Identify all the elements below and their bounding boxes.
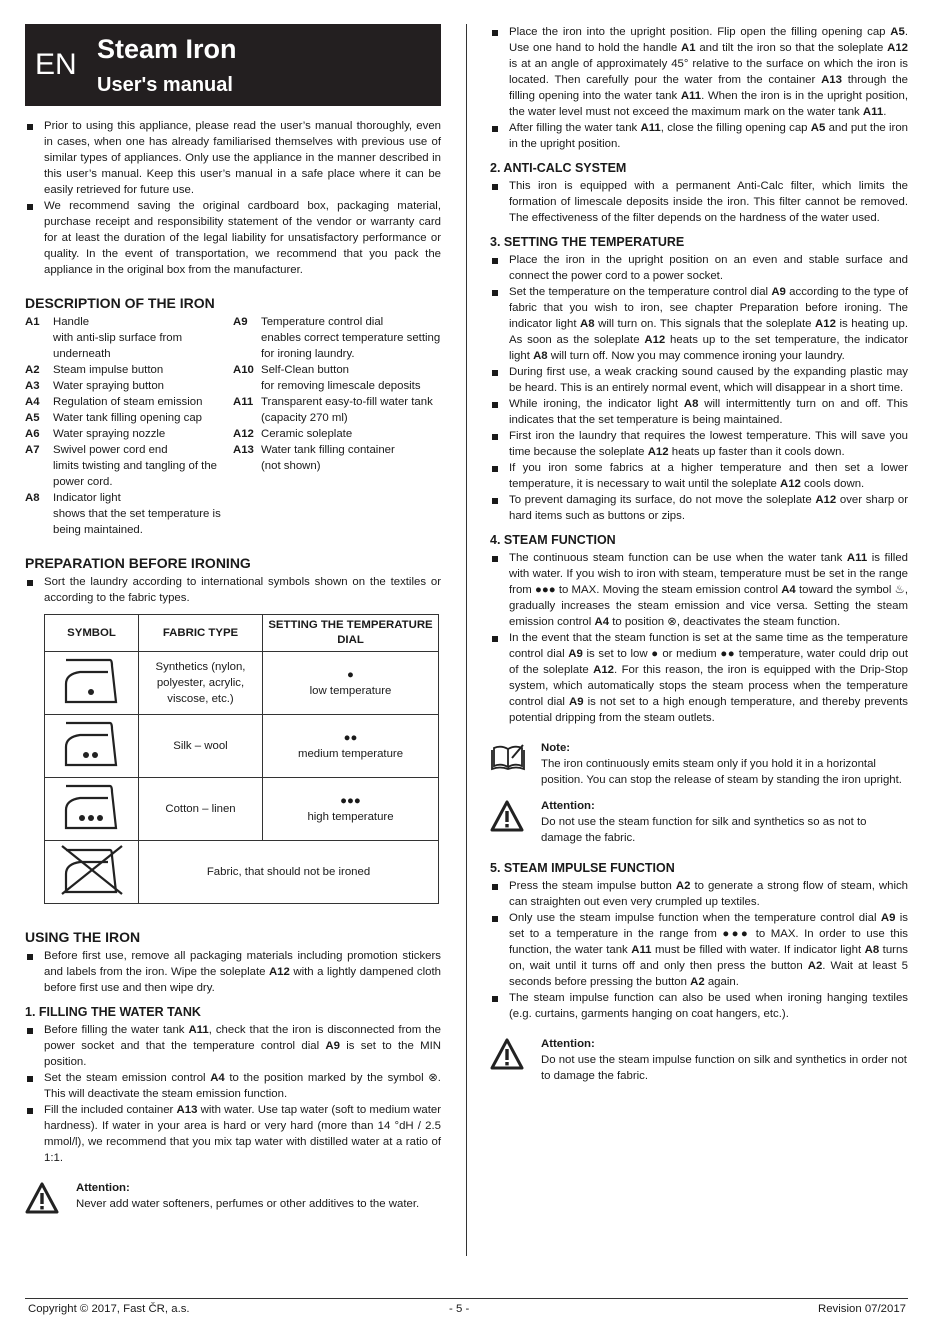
filling-list	[25, 1022, 441, 1166]
part-item	[233, 362, 441, 394]
list-item: The continuous steam function can be use when the water tank A11 is filled with water. If you wish to iron with steam, temperature must be set in the range from ●●● to MAX. Moving the steam emission control A4 toward the symbol ♨, gradually increases the steam emission and vice versa. Setting the steam emission control A4 to position ⊗, deactivates the steam function.	[490, 550, 908, 630]
part-code: A9	[233, 316, 248, 328]
list-item: During first use, a weak cracking sound caused by the expanding plastic may be heard. This is an entirely normal event, which will disappear in a short time.	[490, 364, 908, 396]
part-label: Steam impulse button	[53, 364, 164, 376]
attention-box	[490, 798, 908, 846]
page-number: - 5 -	[449, 1303, 470, 1315]
fabric-type: Fabric, that should not be ironed	[139, 841, 439, 904]
part-label: Handle with anti-slip surface from underneath	[53, 316, 183, 360]
copyright: Copyright © 2017, Fast ČR, a.s.	[28, 1303, 190, 1315]
dial-setting: ● low temperature	[263, 652, 439, 715]
part-code: A7	[25, 444, 40, 456]
part-label: Regulation of steam emission	[53, 396, 203, 408]
book-note-icon	[490, 742, 526, 772]
do-not-iron-icon	[45, 841, 139, 904]
impulse-heading: 5. STEAM IMPULSE FUNCTION	[490, 861, 675, 875]
intro-list	[25, 118, 441, 278]
part-item	[25, 362, 233, 378]
iron-one-dot-icon	[45, 652, 139, 715]
list-item: Press the steam impulse button A2 to generate a strong flow of steam, which can straighten out even very crumpled up textiles.	[490, 878, 908, 910]
part-item	[233, 426, 441, 442]
part-item	[233, 314, 441, 362]
steam-heading: 4. STEAM FUNCTION	[490, 533, 616, 547]
part-item	[25, 410, 233, 426]
note-title: Note:	[541, 742, 571, 754]
intro-item: We recommend saving the original cardboard box, packaging material, purchase receipt and responsibility statement of the vendor or warranty card for at least the duration of the legal liability for unsatisfactory performance or quality. In the event of transportation, we recommend that you pack the appliance in the original box from the manufacturer.	[25, 198, 441, 278]
title-banner	[25, 24, 441, 106]
steam-list	[490, 550, 908, 726]
list-item: While ironing, the indicator light A8 will intermittently turn on and off. This indicates that the set temperature is being maintained.	[490, 396, 908, 428]
list-item: First iron the laundry that requires the lowest temperature. This will save you time because the soleplate A12 heats up faster than it cools down.	[490, 428, 908, 460]
right-column	[490, 24, 908, 1084]
part-item	[25, 426, 233, 442]
part-item	[25, 442, 233, 490]
part-code: A11	[233, 396, 254, 408]
preparation-text: Sort the laundry according to international symbols shown on the textiles or according to the fabric types.	[25, 574, 441, 606]
note-box	[490, 740, 908, 788]
part-label: Water spraying button	[53, 380, 165, 392]
list-item: To prevent damaging its surface, do not move the soleplate A12 over sharp or hard items such as buttons or zips.	[490, 492, 908, 524]
dial-setting: ●● medium temperature	[263, 715, 439, 778]
part-label: Water spraying nozzle	[53, 428, 166, 440]
note-text: The iron continuously emits steam only if you hold it in a horizontal position. You can stop the release of steam by standing the iron upright.	[541, 758, 902, 786]
fabric-table	[44, 614, 439, 904]
page-subtitle: User's manual	[97, 74, 233, 96]
part-code: A3	[25, 380, 40, 392]
list-item: If you iron some fabrics at a higher temperature and then set a lower temperature, it is necessary to wait until the soleplate A12 cools down.	[490, 460, 908, 492]
part-label: Swivel power cord end limits twisting and tangling of the power cord.	[53, 444, 217, 488]
part-label: Water tank filling opening cap	[53, 412, 203, 424]
part-item	[233, 394, 441, 426]
part-item	[25, 394, 233, 410]
temperature-heading: 3. SETTING THE TEMPERATURE	[490, 235, 685, 249]
language-code: EN	[35, 48, 77, 81]
table-header: SYMBOL	[45, 615, 139, 652]
part-label: Indicator light shows that the set temperature is being maintained.	[53, 492, 221, 536]
part-item	[25, 314, 233, 362]
description-heading: DESCRIPTION OF THE IRON	[25, 295, 215, 311]
intro-item: Prior to using this appliance, please read the user’s manual thoroughly, even in cases, when one has already familiarised themselves with previous use of similar types of appliances. Only use the appliance in the manner described in this user’s manual. Keep this user’s manual in a safe place where it can be easily retrieved for future use.	[25, 118, 441, 198]
table-row	[45, 841, 439, 904]
part-code: A10	[233, 364, 254, 376]
part-code: A12	[233, 428, 254, 440]
using-heading: USING THE IRON	[25, 929, 141, 945]
attention-box	[25, 1180, 441, 1212]
temperature-list	[490, 252, 908, 524]
list-item: Only use the steam impulse function when the temperature control dial A9 is set to a temperature in the range from ●●● to MAX. In order to use this function, the water tank A11 must be filled with water. If indicator light A8 turns on, wait until it turns off and only then press the button A2. Wait at least 5 seconds before pressing the button A2 again.	[490, 910, 908, 990]
table-row	[45, 652, 439, 715]
fabric-type: Synthetics (nylon, polyester, acrylic, viscose, etc.)	[139, 652, 263, 715]
fabric-type: Cotton – linen	[139, 778, 263, 841]
part-item	[25, 378, 233, 394]
impulse-list	[490, 878, 908, 1022]
attention-title: Attention:	[76, 1182, 130, 1194]
dial-setting: ●●● high temperature	[263, 778, 439, 841]
part-code: A6	[25, 428, 40, 440]
attention-text: Do not use the steam impulse function on silk and synthetics in order not to damage the fabric.	[541, 1054, 907, 1082]
anticalc-heading: 2. ANTI-CALC SYSTEM	[490, 161, 627, 175]
part-code: A8	[25, 492, 40, 504]
part-label: Ceramic soleplate	[261, 428, 353, 440]
column-divider	[466, 24, 467, 1256]
revision: Revision 07/2017	[817, 1303, 906, 1315]
part-code: A5	[25, 412, 40, 424]
part-label: Temperature control dial enables correct temperature setting for ironing laundry.	[261, 316, 441, 360]
left-column	[25, 24, 441, 1212]
filling-heading: 1. FILLING THE WATER TANK	[25, 1005, 201, 1019]
part-item	[25, 490, 233, 538]
using-text: Before first use, remove all packaging materials including promotion stickers and labels from the iron. Wipe the soleplate A12 with a lightly dampened cloth before first use and then wipe dry.	[25, 948, 441, 996]
warning-icon	[25, 1182, 59, 1214]
list-item: The steam impulse function can also be used when ironing hanging textiles (e.g. curtains, garments hanging on coat hangers, etc.).	[490, 990, 908, 1022]
preparation-heading: PREPARATION BEFORE IRONING	[25, 555, 251, 571]
table-row	[45, 715, 439, 778]
warning-icon	[490, 1038, 524, 1070]
parts-list	[25, 314, 441, 538]
table-row	[45, 778, 439, 841]
iron-three-dots-icon	[45, 778, 139, 841]
filling-continued-list	[490, 24, 908, 152]
attention-title: Attention:	[541, 800, 595, 812]
part-code: A4	[25, 396, 40, 408]
page-footer	[25, 1298, 908, 1315]
part-label: Self-Clean button for removing limescale deposits	[261, 364, 421, 392]
iron-two-dots-icon	[45, 715, 139, 778]
list-item: Set the steam emission control A4 to the position marked by the symbol ⊗. This will deactivate the steam emission function.	[25, 1070, 441, 1102]
anticalc-text: This iron is equipped with a permanent Anti-Calc filter, which limits the formation of limescale deposits inside the iron. This filter cannot be removed. The effectiveness of the filter depends on the hardness of the water used.	[490, 178, 908, 226]
fabric-type: Silk – wool	[139, 715, 263, 778]
list-item: Before filling the water tank A11, check that the iron is disconnected from the power socket and that the temperature control dial A9 is set to the MIN position.	[25, 1022, 441, 1070]
part-code: A2	[25, 364, 40, 376]
list-item: Place the iron into the upright position. Flip open the filling opening cap A5. Use one hand to hold the handle A1 and tilt the iron so that the soleplate A12 is at an angle of approximately 45° relative to the surface on which the iron is located. Then carefully pour the water from the container A13 through the filling opening into the water tank A11. When the iron is in the upright position, the water level must not exceed the maximum mark on the water tank A11.	[490, 24, 908, 120]
part-code: A13	[233, 444, 254, 456]
warning-icon	[490, 800, 524, 832]
table-header: FABRIC TYPE	[139, 615, 263, 652]
parts-column-2	[233, 314, 441, 538]
list-item: Set the temperature on the temperature control dial A9 according to the type of fabric that you wish to iron, see chapter Preparation before ironing. The indicator light A8 will turn on. This signals that the soleplate A12 is heating up. As soon as the soleplate A12 heats up to the set temperature, the indicator light A8 will turn off. Now you may commence ironing your laundry.	[490, 284, 908, 364]
list-item: Fill the included container A13 with water. Use tap water (soft to medium water hardness). If water in your area is hard or very hard (more than 14 °dH / 2.5 mmol/l), we recommend that you mix tap water with distilled water at a ratio of 1:1.	[25, 1102, 441, 1166]
attention-box	[490, 1036, 908, 1084]
list-item: In the event that the steam function is set at the same time as the temperature control dial A9 is set to low ● or medium ●● temperature, water could drip out of the soleplate A12. For this reason, the iron is equipped with the Drip-Stop system, which automatically stops the steam process when the temperature control dial A9 is not set to a high enough temperature, and thereby prevents potential dripping from the steam outlets.	[490, 630, 908, 726]
list-item: After filling the water tank A11, close the filling opening cap A5 and put the iron in the upright position.	[490, 120, 908, 152]
attention-text: Never add water softeners, perfumes or other additives to the water.	[76, 1198, 420, 1210]
page-title: Steam Iron	[97, 34, 237, 64]
part-label: Water tank filling container (not shown)	[261, 444, 395, 472]
table-header: SETTING THE TEMPERATURE DIAL	[263, 615, 439, 652]
attention-text: Do not use the steam function for silk and synthetics so as not to damage the fabric.	[541, 816, 867, 844]
part-label: Transparent easy-to-fill water tank (capacity 270 ml)	[261, 396, 433, 424]
attention-title: Attention:	[541, 1038, 595, 1050]
list-item: Place the iron in the upright position on an even and stable surface and connect the power cord to a power socket.	[490, 252, 908, 284]
parts-column-1	[25, 314, 233, 538]
part-code: A1	[25, 316, 40, 328]
part-item	[233, 442, 441, 474]
